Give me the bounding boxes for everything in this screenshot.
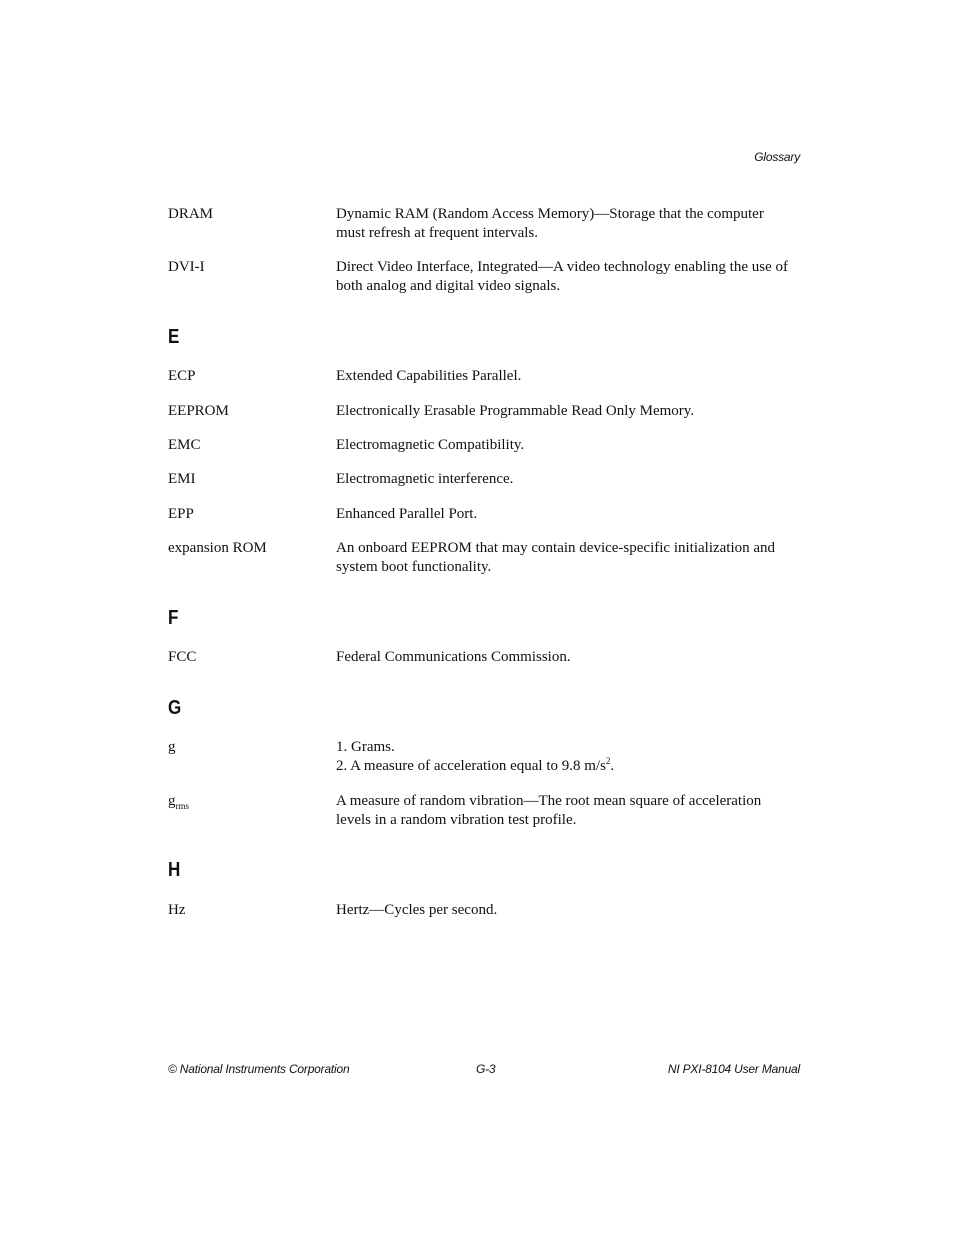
- term-text: g: [168, 793, 176, 809]
- section-heading-f: F: [168, 607, 179, 629]
- definition-line: An onboard EEPROM that may contain device-specific initialization and: [336, 540, 776, 556]
- definition: Electromagnetic interference.: [336, 471, 514, 487]
- definition: [336, 738, 806, 776]
- definition-text: .: [610, 758, 615, 774]
- term: expansion ROM: [168, 540, 267, 556]
- term: g: [168, 739, 176, 755]
- term: FCC: [168, 649, 197, 665]
- term: ECP: [168, 368, 196, 384]
- definition-line: 1. Grams.: [336, 739, 395, 755]
- definition: Enhanced Parallel Port.: [336, 506, 478, 522]
- definition: Electromagnetic Compatibility.: [336, 437, 525, 453]
- definition: [336, 258, 806, 296]
- footer-page-number: G-3: [476, 1062, 496, 1076]
- definition: [336, 539, 806, 577]
- definition: [336, 792, 806, 830]
- definition: Electronically Erasable Programmable Read Only Memory.: [336, 403, 695, 419]
- footer-manual-title: NI PXI-8104 User Manual: [667, 1062, 800, 1076]
- section-heading-e: E: [168, 326, 180, 348]
- term: EMI: [168, 471, 196, 487]
- definition-line: levels in a random vibration test profile.: [336, 812, 577, 828]
- running-head: Glossary: [754, 150, 800, 164]
- superscript: 2: [605, 756, 611, 766]
- definition-line: Direct Video Interface, Integrated—A video technology enabling the use of: [336, 259, 788, 275]
- term: EPP: [168, 506, 194, 522]
- section-heading-g: G: [168, 697, 182, 719]
- definition-line: must refresh at frequent intervals.: [336, 225, 539, 241]
- term: EMC: [168, 437, 201, 453]
- definition: Federal Communications Commission.: [336, 649, 571, 665]
- definition-line: both analog and digital video signals.: [336, 278, 561, 294]
- term: [168, 792, 328, 811]
- footer-copyright: © National Instruments Corporation: [168, 1062, 350, 1076]
- term: DRAM: [168, 206, 214, 222]
- definition: Extended Capabilities Parallel.: [336, 368, 522, 384]
- section-heading-h: H: [168, 859, 181, 881]
- term: DVI-I: [168, 259, 205, 275]
- definition: [336, 205, 806, 243]
- definition-line: [336, 757, 806, 776]
- definition-line: Dynamic RAM (Random Access Memory)—Storage that the computer: [336, 206, 764, 222]
- term: Hz: [168, 902, 186, 918]
- term: EEPROM: [168, 403, 229, 419]
- definition: Hertz—Cycles per second.: [336, 902, 498, 918]
- definition-line: system boot functionality.: [336, 559, 492, 575]
- subscript: rms: [175, 801, 189, 811]
- definition-text: 2. A measure of acceleration equal to 9.8 m/s: [336, 758, 606, 774]
- definition-line: A measure of random vibration—The root mean square of acceleration: [336, 793, 762, 809]
